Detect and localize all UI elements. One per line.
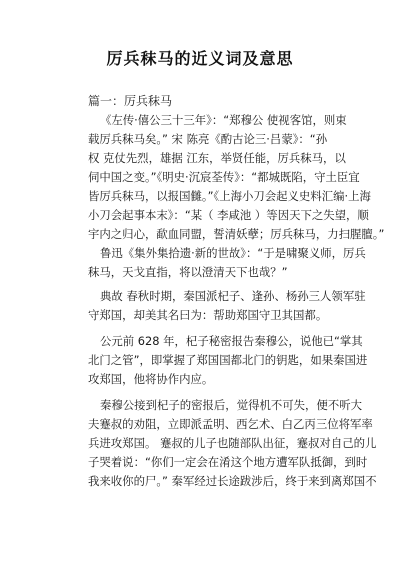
paragraph-line: 伺中国之变。”《明史·沉宸荃传》：“都城既陷，守土臣宜 [88,170,360,184]
paragraph-line: 公元前 628 年，杞子秘密报告秦穆公，说他已“掌其 [100,334,363,348]
paragraph-line: 典故 春秋时期，秦国派杞子、逢孙、杨孙三人领军驻 [100,289,366,303]
section-heading: 篇一：厉兵秣马 [88,94,173,108]
paragraph-line: 《左传·僖公三十三年》：“郑穆公 使视客馆，则束 [100,113,347,127]
paragraph-line: 北门之管”，即掌握了郑国国都北门的钥匙，如果秦国进 [88,353,368,367]
paragraph-line: 宇内之归心，歃血同盟，誓清妖孽；厉兵秣马，力扫腥膻。” [88,227,385,241]
paragraph-line: 夫蹇叔的劝阻，立即派孟明、西乞术、白乙丙三位将军率 [88,417,373,431]
page-title: 厉兵秣马的近义词及意思 [106,49,294,68]
paragraph-line: 权 克仗先烈，雄据 江东，举贤任能，厉兵秣马，以 [88,151,346,165]
paragraph-line: 载厉兵秣马矣。” 宋 陈亮《酌古论三·吕蒙》：“孙 [88,132,328,146]
paragraph-line: 兵进攻郑国。 蹇叔的儿子也随部队出征，蹇叔对自己的儿 [88,436,377,450]
paragraph-line: 子哭着说：“你们一定会在淆这个地方遭军队抵御，到时 [88,455,368,469]
paragraph-line: 鲁迅《集外集拾遗·新的世故》：“于是啸聚义师，厉兵 [100,246,366,260]
paragraph-line: 秦穆公接到杞子的密报后，觉得机不可失，便不听大 [100,398,362,412]
paragraph-line: 秣马，天戈直指，将以澄清天下也哉？” [88,265,288,279]
paragraph-line: 皆厉兵秣马，以报国雠。”《上海小刀会起义史料汇编·上海 [88,189,371,203]
paragraph-line: 守郑国，却美其名曰为：帮助郑国守卫其国都。 [88,308,328,322]
paragraph-line: 小刀会起事本末》：“某（ 李咸池 ）等因天下之失望，顺 [88,208,369,222]
paragraph-line: 攻郑国，他将协作内应。 [88,372,214,386]
paragraph-line: 我来收你的尸。” 秦军经过长途跋涉后，终于来到离郑国不 [88,474,377,488]
